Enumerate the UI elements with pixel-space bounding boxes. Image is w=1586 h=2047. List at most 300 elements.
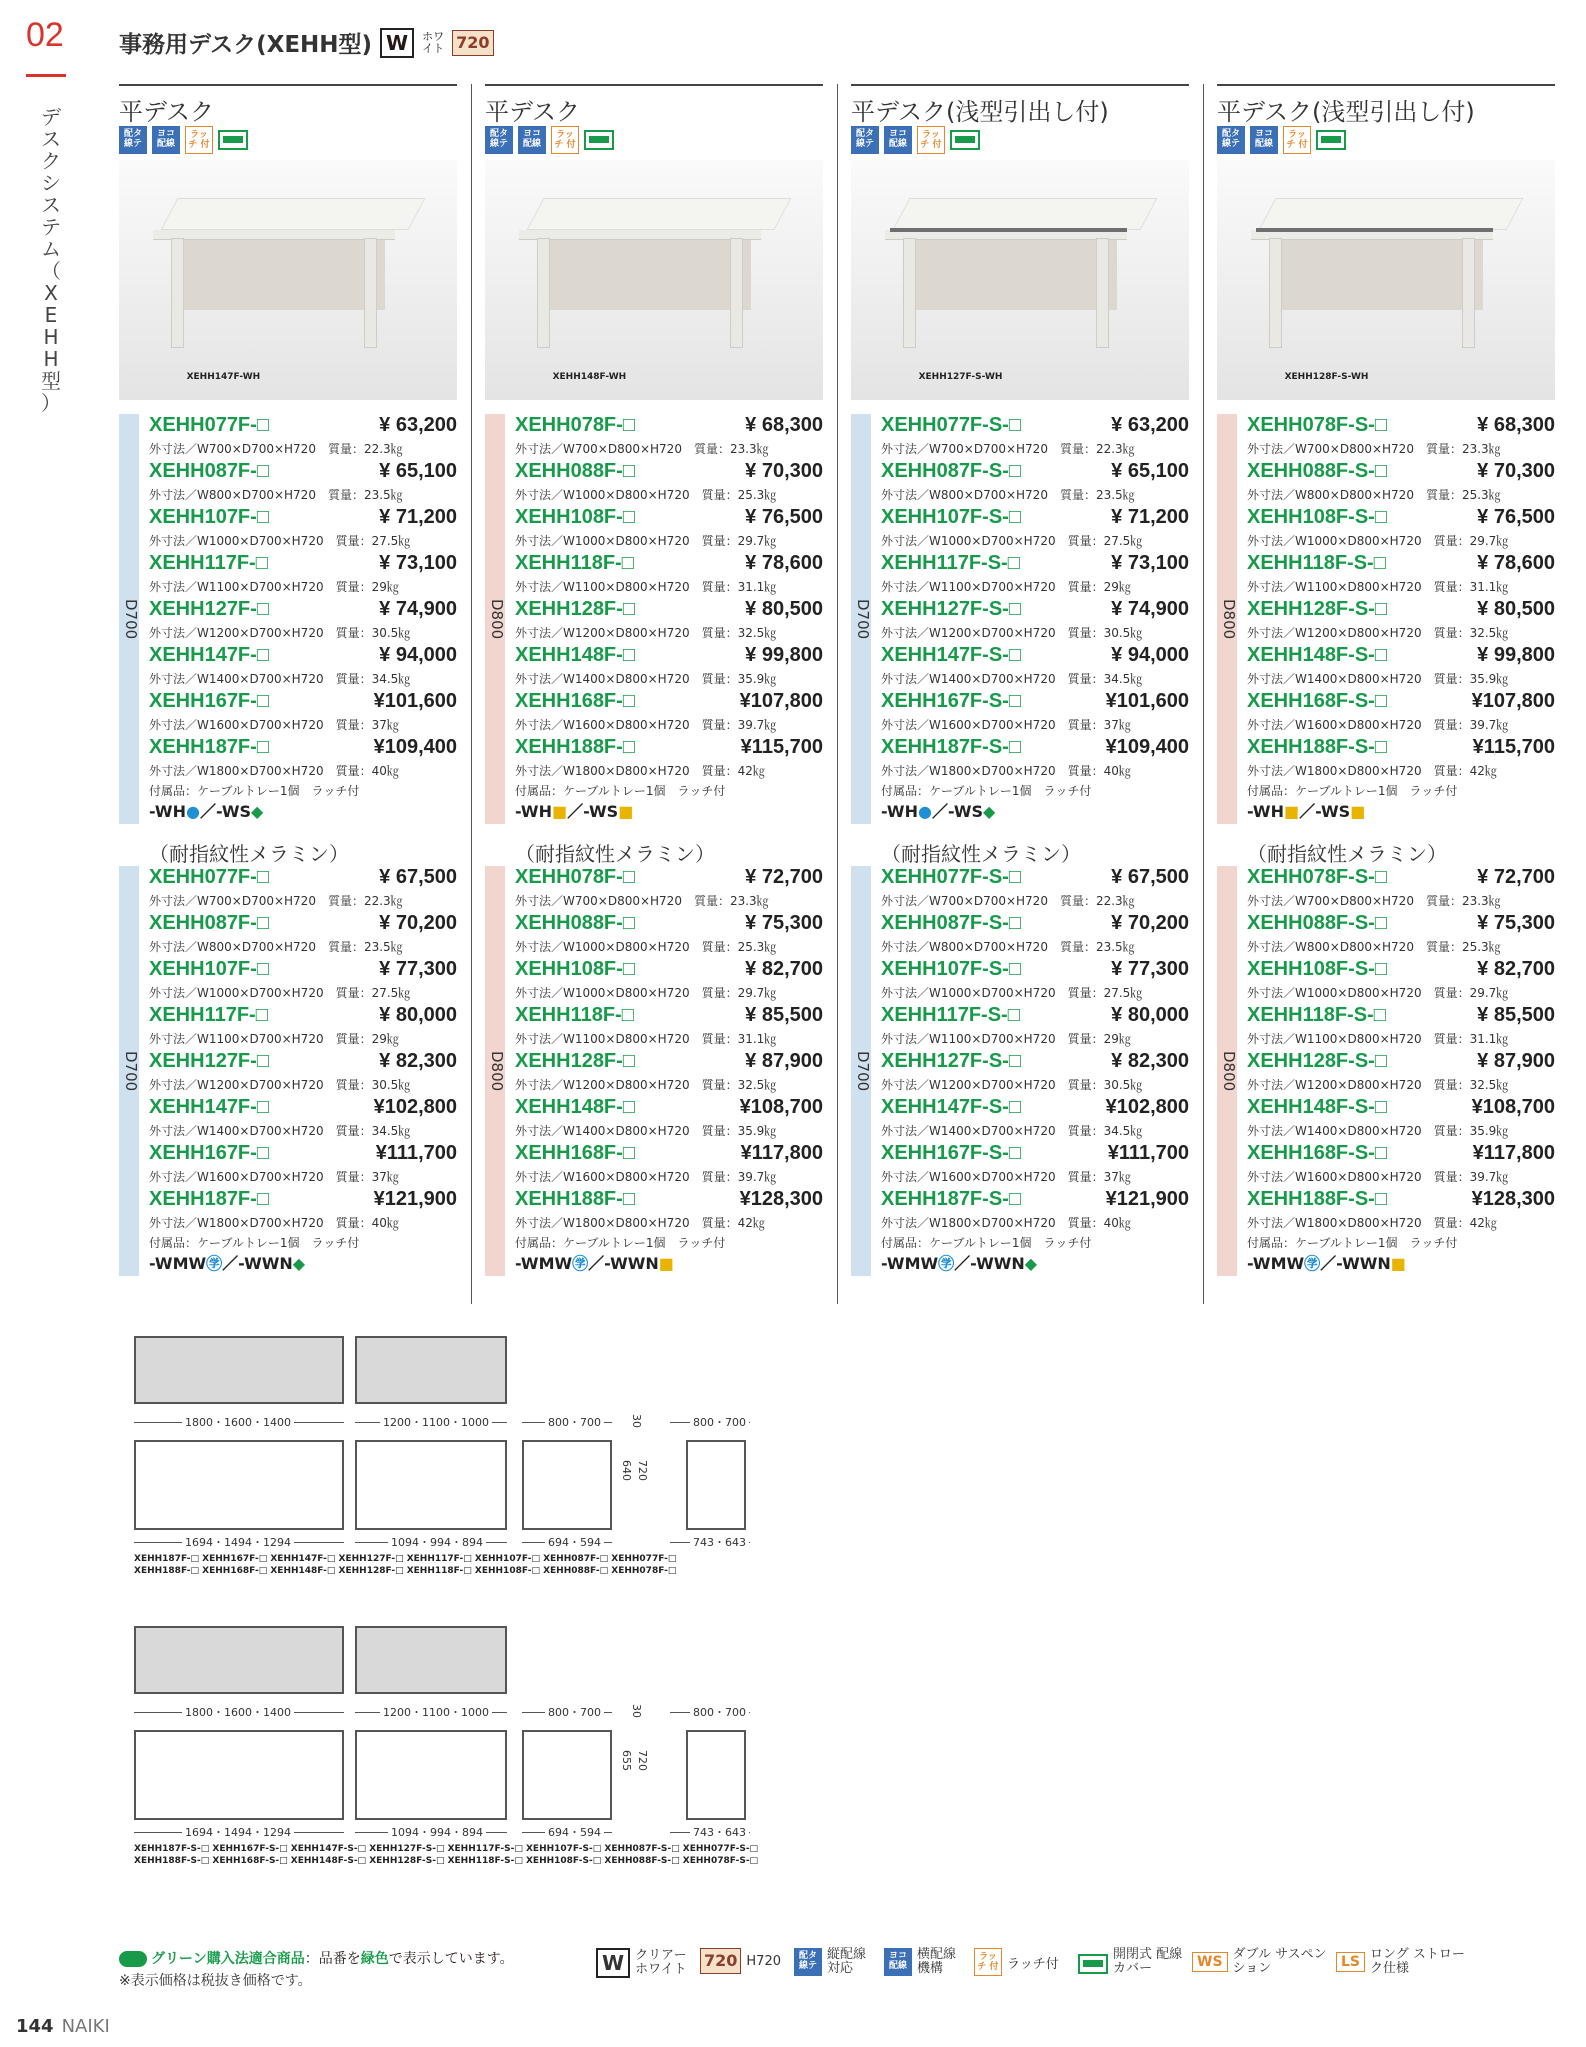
product-price: ¥ 78,600 <box>1477 552 1555 574</box>
dimension-label: 1694・1494・1294 <box>182 1824 294 1840</box>
product-code: XEHH167F-S-□ <box>881 1142 1021 1164</box>
product-price: ¥101,600 <box>1105 690 1189 712</box>
product-code: XEHH187F-S-□ <box>881 736 1021 758</box>
accessories: 付属品：ケーブルトレー1個 ラッチ付 <box>515 784 726 798</box>
dimension-label: 694・594 <box>545 1534 604 1550</box>
wiring-cover-icon <box>218 130 248 150</box>
accessories: 付属品：ケーブルトレー1個 ラッチ付 <box>149 784 360 798</box>
product-photo <box>485 160 823 400</box>
legend-latch: ラッチ 付 ラッチ付 <box>974 1948 1059 1976</box>
product-code: XEHH117F-S-□ <box>881 1004 1020 1026</box>
model-codes-row: XEHH187F-S-□ XEHH167F-S-□ XEHH147F-S-□ XEHH127F-S-□ XEHH117F-S-□ XEHH107F-S-□ XEHH087F-S-□ XEHH077F-S-□ <box>134 1844 759 1854</box>
product-row <box>149 958 457 982</box>
product-code: XEHH127F-S-□ <box>881 598 1021 620</box>
dimension-label: 1800・1600・1400 <box>182 1704 294 1720</box>
legend-cover: 開閉式 配線カバー <box>1078 1948 1193 1976</box>
product-row <box>515 1096 823 1120</box>
product-code: XEHH107F-S-□ <box>881 958 1021 980</box>
feature-icons <box>119 126 457 156</box>
depth-band: D800 <box>485 866 505 1276</box>
product-dimensions: 外寸法／W1400×D700×H720 質量：34.5㎏ <box>881 672 1143 686</box>
column-title: 平デスク <box>485 84 823 122</box>
latch-icon: ラッチ 付 <box>185 126 213 154</box>
price-block <box>485 866 823 1276</box>
product-dimensions: 外寸法／W1600×D800×H720 質量：39.7㎏ <box>515 1170 777 1184</box>
product-dimensions: 外寸法／W1800×D700×H720 質量：40㎏ <box>149 1216 399 1230</box>
dimension-label: 720 <box>636 1750 649 1771</box>
product-dimensions: 外寸法／W700×D800×H720 質量：23.3㎏ <box>1247 894 1501 908</box>
price-block <box>485 414 823 824</box>
product-code: XEHH148F-S-□ <box>1247 1096 1387 1118</box>
product-code: XEHH128F-□ <box>515 598 635 620</box>
product-row <box>881 1050 1189 1074</box>
desk-illustration <box>885 198 1149 348</box>
product-price: ¥ 67,500 <box>379 866 457 888</box>
product-row <box>515 414 823 438</box>
product-price: ¥108,700 <box>739 1096 823 1118</box>
cover-icon <box>1078 1954 1108 1974</box>
product-dimensions: 外寸法／W1100×D700×H720 質量：29㎏ <box>149 1032 399 1046</box>
side-title <box>37 106 65 414</box>
product-dimensions: 外寸法／W1000×D700×H720 質量：27.5㎏ <box>149 534 411 548</box>
product-row <box>149 506 457 530</box>
price-block <box>1217 414 1555 824</box>
product-price: ¥ 75,300 <box>745 912 823 934</box>
dimension-label: 720 <box>636 1460 649 1481</box>
product-code: XEHH118F-□ <box>515 552 634 574</box>
color-variants: -WH■／-WS■ <box>1247 802 1366 821</box>
side-title-char: ク <box>41 149 61 173</box>
product-price: ¥ 75,300 <box>1477 912 1555 934</box>
product-row <box>515 690 823 714</box>
price-block <box>851 414 1189 824</box>
product-row <box>881 1096 1189 1120</box>
product-code: XEHH118F-S-□ <box>1247 552 1386 574</box>
side-title-char: ス <box>41 127 61 151</box>
product-price: ¥111,700 <box>1107 1142 1189 1164</box>
wiring-cover-icon <box>584 130 614 150</box>
product-code: XEHH127F-S-□ <box>881 1050 1021 1072</box>
product-dimensions: 外寸法／W1100×D800×H720 質量：31.1㎏ <box>1247 580 1509 594</box>
product-price: ¥ 65,100 <box>1111 460 1189 482</box>
page-footer: 144 NAIKI <box>16 2016 110 2037</box>
product-row <box>881 460 1189 484</box>
product-code: XEHH078F-S-□ <box>1247 866 1387 888</box>
product-code: XEHH087F-□ <box>149 912 269 934</box>
product-dimensions: 外寸法／W1100×D700×H720 質量：29㎏ <box>881 1032 1131 1046</box>
product-price: ¥107,800 <box>739 690 823 712</box>
dimension-label: 655 <box>620 1750 633 1771</box>
column-title: 平デスク(浅型引出し付) <box>1217 84 1555 122</box>
product-dimensions: 外寸法／W1600×D800×H720 質量：39.7㎏ <box>515 718 777 732</box>
product-price: ¥117,800 <box>1472 1142 1555 1164</box>
vertical-wiring-icon: 配タ 線テ <box>1217 126 1245 154</box>
product-code: XEHH127F-□ <box>149 598 269 620</box>
product-row <box>881 552 1189 576</box>
product-price: ¥115,700 <box>740 736 823 758</box>
section-number: 02 <box>26 16 64 54</box>
product-row <box>881 1004 1189 1028</box>
product-code: XEHH078F-□ <box>515 866 635 888</box>
product-dimensions: 外寸法／W1200×D800×H720 質量：32.5㎏ <box>515 1078 777 1092</box>
product-row <box>149 1188 457 1212</box>
product-row <box>1247 414 1555 438</box>
product-row <box>515 866 823 890</box>
price-block <box>1217 866 1555 1276</box>
tate-icon: 配タ 線テ <box>794 1948 822 1976</box>
product-code: XEHH147F-□ <box>149 644 269 666</box>
color-variants: -WH●／-WS◆ <box>149 802 264 821</box>
product-row <box>881 912 1189 936</box>
product-dimensions: 外寸法／W1200×D800×H720 質量：32.5㎏ <box>515 626 777 640</box>
product-photo <box>1217 160 1555 400</box>
product-price: ¥ 85,500 <box>745 1004 823 1026</box>
product-price: ¥ 94,000 <box>379 644 457 666</box>
product-dimensions: 外寸法／W1400×D800×H720 質量：35.9㎏ <box>1247 672 1509 686</box>
product-price: ¥128,300 <box>1471 1188 1555 1210</box>
product-price: ¥ 82,700 <box>745 958 823 980</box>
depth-band: D800 <box>1217 414 1237 824</box>
product-dimensions: 外寸法／W700×D700×H720 質量：22.3㎏ <box>881 894 1135 908</box>
product-code: XEHH077F-□ <box>149 866 269 888</box>
product-code: XEHH188F-□ <box>515 1188 635 1210</box>
depth-band: D800 <box>485 414 505 824</box>
product-code: XEHH148F-□ <box>515 644 635 666</box>
product-code: XEHH188F-S-□ <box>1247 736 1387 758</box>
legend-tate: 配タ 線テ 縦配線 対応 <box>794 1948 877 1976</box>
product-dimensions: 外寸法／W800×D700×H720 質量：23.5㎏ <box>881 940 1135 954</box>
model-codes-row: XEHH188F-S-□ XEHH168F-S-□ XEHH148F-S-□ XEHH128F-S-□ XEHH118F-S-□ XEHH108F-S-□ XEHH088F-S-□ XEHH078F-S-□ <box>134 1856 759 1866</box>
side-title-char: ） <box>41 391 61 415</box>
product-row <box>515 460 823 484</box>
product-price: ¥ 70,200 <box>1111 912 1189 934</box>
desk-illustration <box>1251 198 1515 348</box>
product-row <box>515 736 823 760</box>
product-code: XEHH078F-S-□ <box>1247 414 1387 436</box>
dimension-label: 800・700 <box>545 1704 604 1720</box>
product-price: ¥ 94,000 <box>1111 644 1189 666</box>
product-row <box>515 644 823 668</box>
product-row <box>881 958 1189 982</box>
product-row <box>515 598 823 622</box>
product-row <box>149 736 457 760</box>
product-price: ¥ 85,500 <box>1477 1004 1555 1026</box>
product-price: ¥ 99,800 <box>745 644 823 666</box>
side-title-char: （ <box>41 259 61 283</box>
dimension-label: 800・700 <box>545 1414 604 1430</box>
product-row <box>881 736 1189 760</box>
product-dimensions: 外寸法／W1000×D800×H720 質量：29.7㎏ <box>515 986 777 1000</box>
product-price: ¥ 70,200 <box>379 912 457 934</box>
product-price: ¥ 76,500 <box>1477 506 1555 528</box>
melamine-title: （耐指紋性メラミン） <box>1247 842 1447 866</box>
latch-icon: ラッチ 付 <box>974 1948 1002 1976</box>
product-price: ¥ 74,900 <box>1111 598 1189 620</box>
legend-white: W クリアー ホワイト <box>596 1948 695 1978</box>
product-code: XEHH118F-□ <box>515 1004 634 1026</box>
product-row <box>515 1188 823 1212</box>
product-dimensions: 外寸法／W1600×D800×H720 質量：39.7㎏ <box>1247 1170 1509 1184</box>
product-dimensions: 外寸法／W1000×D800×H720 質量：25.3㎏ <box>515 940 777 954</box>
product-dimensions: 外寸法／W1800×D800×H720 質量：42㎏ <box>1247 1216 1497 1230</box>
product-price: ¥ 80,500 <box>1477 598 1555 620</box>
vertical-wiring-icon: 配タ 線テ <box>851 126 879 154</box>
melamine-title: （耐指紋性メラミン） <box>515 842 715 866</box>
product-dimensions: 外寸法／W700×D700×H720 質量：22.3㎏ <box>881 442 1135 456</box>
product-row <box>515 506 823 530</box>
model-codes-row: XEHH187F-□ XEHH167F-□ XEHH147F-□ XEHH127F-□ XEHH117F-□ XEHH107F-□ XEHH087F-□ XEHH077F-□ <box>134 1554 677 1564</box>
accessories: 付属品：ケーブルトレー1個 ラッチ付 <box>1247 784 1458 798</box>
side-title-char: H <box>43 347 59 371</box>
melamine-title: （耐指紋性メラミン） <box>881 842 1081 866</box>
horizontal-wiring-icon: ヨコ 配線 <box>518 126 546 154</box>
product-dimensions: 外寸法／W1200×D800×H720 質量：32.5㎏ <box>1247 1078 1509 1092</box>
product-row <box>149 1050 457 1074</box>
latch-icon: ラッチ 付 <box>551 126 579 154</box>
product-price: ¥ 78,600 <box>745 552 823 574</box>
product-code: XEHH187F-S-□ <box>881 1188 1021 1210</box>
product-price: ¥109,400 <box>1105 736 1189 758</box>
product-code: XEHH167F-□ <box>149 1142 269 1164</box>
product-row <box>1247 912 1555 936</box>
product-row <box>881 690 1189 714</box>
product-row <box>1247 736 1555 760</box>
product-dimensions: 外寸法／W1200×D800×H720 質量：32.5㎏ <box>1247 626 1509 640</box>
product-dimensions: 外寸法／W800×D700×H720 質量：23.5㎏ <box>149 488 403 502</box>
depth-band: D700 <box>851 866 871 1276</box>
legend-h720: 720 H720 <box>700 1948 781 1974</box>
side-title-char: 型 <box>41 369 61 393</box>
white-badge-label: ホワ イト <box>422 29 445 55</box>
feature-icons <box>851 126 1189 156</box>
product-price: ¥ 76,500 <box>745 506 823 528</box>
page-title: 事務用デスク(XEHH型) <box>119 32 373 58</box>
product-dimensions: 外寸法／W1100×D700×H720 質量：29㎏ <box>881 580 1131 594</box>
page-header <box>119 26 494 59</box>
product-price: ¥ 73,100 <box>1111 552 1189 574</box>
product-price: ¥101,600 <box>373 690 457 712</box>
product-row <box>1247 460 1555 484</box>
product-row <box>1247 690 1555 714</box>
product-row <box>881 1188 1189 1212</box>
dimension-label: 1800・1600・1400 <box>182 1414 294 1430</box>
product-price: ¥ 65,100 <box>379 460 457 482</box>
product-row <box>881 866 1189 890</box>
product-dimensions: 外寸法／W1000×D700×H720 質量：27.5㎏ <box>881 534 1143 548</box>
product-column <box>119 84 457 1276</box>
product-code: XEHH167F-□ <box>149 690 269 712</box>
legend-ws: WS ダブル サスペンション <box>1192 1948 1329 1976</box>
front-mid <box>355 1730 507 1820</box>
product-row <box>515 912 823 936</box>
legend-yoko: ヨコ 配線 横配線 機構 <box>884 1948 967 1976</box>
vertical-wiring-icon: 配タ 線テ <box>485 126 513 154</box>
product-price: ¥107,800 <box>1471 690 1555 712</box>
product-dimensions: 外寸法／W700×D800×H720 質量：23.3㎏ <box>515 894 769 908</box>
product-price: ¥ 82,300 <box>1111 1050 1189 1072</box>
product-code: XEHH108F-□ <box>515 506 635 528</box>
product-code: XEHH108F-S-□ <box>1247 958 1387 980</box>
product-column <box>851 84 1189 1276</box>
product-code: XEHH087F-S-□ <box>881 912 1021 934</box>
height-badge: 720 <box>452 30 493 56</box>
side-title-char: H <box>43 325 59 349</box>
product-row <box>1247 1188 1555 1212</box>
latch-icon: ラッチ 付 <box>917 126 945 154</box>
product-dimensions: 外寸法／W1600×D700×H720 質量：37㎏ <box>881 718 1131 732</box>
photo-caption: XEHH147F-WH <box>186 372 261 382</box>
plan-mid <box>355 1336 507 1404</box>
product-dimensions: 外寸法／W1800×D800×H720 質量：42㎏ <box>515 764 765 778</box>
product-row <box>515 1050 823 1074</box>
product-code: XEHH168F-□ <box>515 690 635 712</box>
front-mid <box>355 1440 507 1530</box>
plan-wide <box>134 1626 344 1694</box>
product-row <box>149 1096 457 1120</box>
product-row <box>149 460 457 484</box>
product-price: ¥ 68,300 <box>1477 414 1555 436</box>
product-row <box>515 552 823 576</box>
front-narrow <box>522 1440 612 1530</box>
color-variants: -WMW㊫／-WWN■ <box>515 1254 674 1273</box>
wiring-cover-icon <box>1316 130 1346 150</box>
product-code: XEHH187F-□ <box>149 1188 269 1210</box>
product-dimensions: 外寸法／W1800×D700×H720 質量：40㎏ <box>149 764 399 778</box>
column-title: 平デスク(浅型引出し付) <box>851 84 1189 122</box>
accessories: 付属品：ケーブルトレー1個 ラッチ付 <box>515 1236 726 1250</box>
product-dimensions: 外寸法／W700×D800×H720 質量：23.3㎏ <box>515 442 769 456</box>
product-code: XEHH108F-S-□ <box>1247 506 1387 528</box>
product-price: ¥ 63,200 <box>1111 414 1189 436</box>
product-price: ¥121,900 <box>1105 1188 1189 1210</box>
product-code: XEHH088F-□ <box>515 460 635 482</box>
depth-band: D800 <box>1217 866 1237 1276</box>
dimension-label: 640 <box>620 1460 633 1481</box>
product-column <box>485 84 823 1276</box>
product-dimensions: 外寸法／W700×D700×H720 質量：22.3㎏ <box>149 442 403 456</box>
product-price: ¥ 99,800 <box>1477 644 1555 666</box>
melamine-title: （耐指紋性メラミン） <box>149 842 349 866</box>
product-code: XEHH147F-□ <box>149 1096 269 1118</box>
accessories: 付属品：ケーブルトレー1個 ラッチ付 <box>1247 1236 1458 1250</box>
product-dimensions: 外寸法／W1800×D800×H720 質量：42㎏ <box>515 1216 765 1230</box>
product-row <box>149 414 457 438</box>
product-price: ¥128,300 <box>739 1188 823 1210</box>
product-column <box>1217 84 1555 1276</box>
accessories: 付属品：ケーブルトレー1個 ラッチ付 <box>881 784 1092 798</box>
column-divider <box>837 84 838 1304</box>
color-variants: -WMW㊫／-WWN◆ <box>881 1254 1038 1273</box>
column-divider <box>1203 84 1204 1304</box>
product-row <box>1247 644 1555 668</box>
product-row <box>1247 958 1555 982</box>
side-title-char: X <box>44 281 58 305</box>
side-title-char: E <box>44 303 58 327</box>
product-dimensions: 外寸法／W1400×D800×H720 質量：35.9㎏ <box>515 1124 777 1138</box>
product-price: ¥ 70,300 <box>1477 460 1555 482</box>
product-code: XEHH147F-S-□ <box>881 1096 1021 1118</box>
product-price: ¥117,800 <box>740 1142 823 1164</box>
product-code: XEHH078F-□ <box>515 414 635 436</box>
product-price: ¥ 80,000 <box>379 1004 457 1026</box>
product-row <box>149 1004 457 1028</box>
product-row <box>1247 1050 1555 1074</box>
horizontal-wiring-icon: ヨコ 配線 <box>884 126 912 154</box>
product-price: ¥102,800 <box>1105 1096 1189 1118</box>
product-dimensions: 外寸法／W1400×D700×H720 質量：34.5㎏ <box>149 672 411 686</box>
column-divider <box>471 84 472 1304</box>
product-price: ¥ 82,300 <box>379 1050 457 1072</box>
product-code: XEHH188F-S-□ <box>1247 1188 1387 1210</box>
product-dimensions: 外寸法／W1200×D700×H720 質量：30.5㎏ <box>149 626 411 640</box>
product-code: XEHH088F-S-□ <box>1247 912 1387 934</box>
plan-mid <box>355 1626 507 1694</box>
product-row <box>149 1142 457 1166</box>
product-dimensions: 外寸法／W700×D800×H720 質量：23.3㎏ <box>1247 442 1501 456</box>
product-code: XEHH088F-S-□ <box>1247 460 1387 482</box>
dimension-label: 743・643 <box>690 1824 749 1840</box>
dimension-label: 30 <box>630 1414 643 1428</box>
dimension-label: 694・594 <box>545 1824 604 1840</box>
product-dimensions: 外寸法／W1100×D700×H720 質量：29㎏ <box>149 580 399 594</box>
product-code: XEHH118F-S-□ <box>1247 1004 1386 1026</box>
dimension-label: 1094・994・894 <box>388 1534 486 1550</box>
product-row <box>149 912 457 936</box>
product-code: XEHH127F-□ <box>149 1050 269 1072</box>
product-row <box>149 552 457 576</box>
dimension-label: 30 <box>630 1704 643 1718</box>
column-title: 平デスク <box>119 84 457 122</box>
product-dimensions: 外寸法／W1100×D800×H720 質量：31.1㎏ <box>1247 1032 1509 1046</box>
side-title-char: デ <box>41 105 61 129</box>
legend-ls: LS ロング ストローク仕様 <box>1336 1948 1470 1976</box>
dimension-label: 1694・1494・1294 <box>182 1534 294 1550</box>
product-dimensions: 外寸法／W1000×D800×H720 質量：29.7㎏ <box>1247 986 1509 1000</box>
product-dimensions: 外寸法／W1400×D700×H720 質量：34.5㎏ <box>149 1124 411 1138</box>
product-code: XEHH107F-S-□ <box>881 506 1021 528</box>
product-code: XEHH107F-□ <box>149 506 269 528</box>
price-block <box>119 866 457 1276</box>
product-code: XEHH128F-□ <box>515 1050 635 1072</box>
desk-illustration <box>519 198 783 348</box>
product-code: XEHH167F-S-□ <box>881 690 1021 712</box>
product-dimensions: 外寸法／W1400×D700×H720 質量：34.5㎏ <box>881 1124 1143 1138</box>
product-dimensions: 外寸法／W1000×D700×H720 質量：27.5㎏ <box>149 986 411 1000</box>
dimension-label: 800・700 <box>690 1704 749 1720</box>
front-wide <box>134 1440 344 1530</box>
product-price: ¥111,700 <box>375 1142 457 1164</box>
product-row <box>149 866 457 890</box>
dimension-label: 1094・994・894 <box>388 1824 486 1840</box>
product-price: ¥102,800 <box>373 1096 457 1118</box>
product-price: ¥121,900 <box>373 1188 457 1210</box>
product-price: ¥108,700 <box>1471 1096 1555 1118</box>
product-code: XEHH187F-□ <box>149 736 269 758</box>
product-row <box>149 644 457 668</box>
product-dimensions: 外寸法／W1100×D800×H720 質量：31.1㎏ <box>515 1032 777 1046</box>
model-codes-row: XEHH188F-□ XEHH168F-□ XEHH148F-□ XEHH128F-□ XEHH118F-□ XEHH108F-□ XEHH088F-□ XEHH078F-□ <box>134 1566 677 1576</box>
depth-band: D700 <box>119 414 139 824</box>
product-photo <box>119 160 457 400</box>
product-row <box>881 644 1189 668</box>
front-narrow <box>522 1730 612 1820</box>
product-code: XEHH148F-□ <box>515 1096 635 1118</box>
product-code: XEHH107F-□ <box>149 958 269 980</box>
side-title-char: ス <box>41 193 61 217</box>
product-dimensions: 外寸法／W1600×D700×H720 質量：37㎏ <box>881 1170 1131 1184</box>
product-price: ¥ 73,100 <box>379 552 457 574</box>
section-bar <box>26 74 66 77</box>
